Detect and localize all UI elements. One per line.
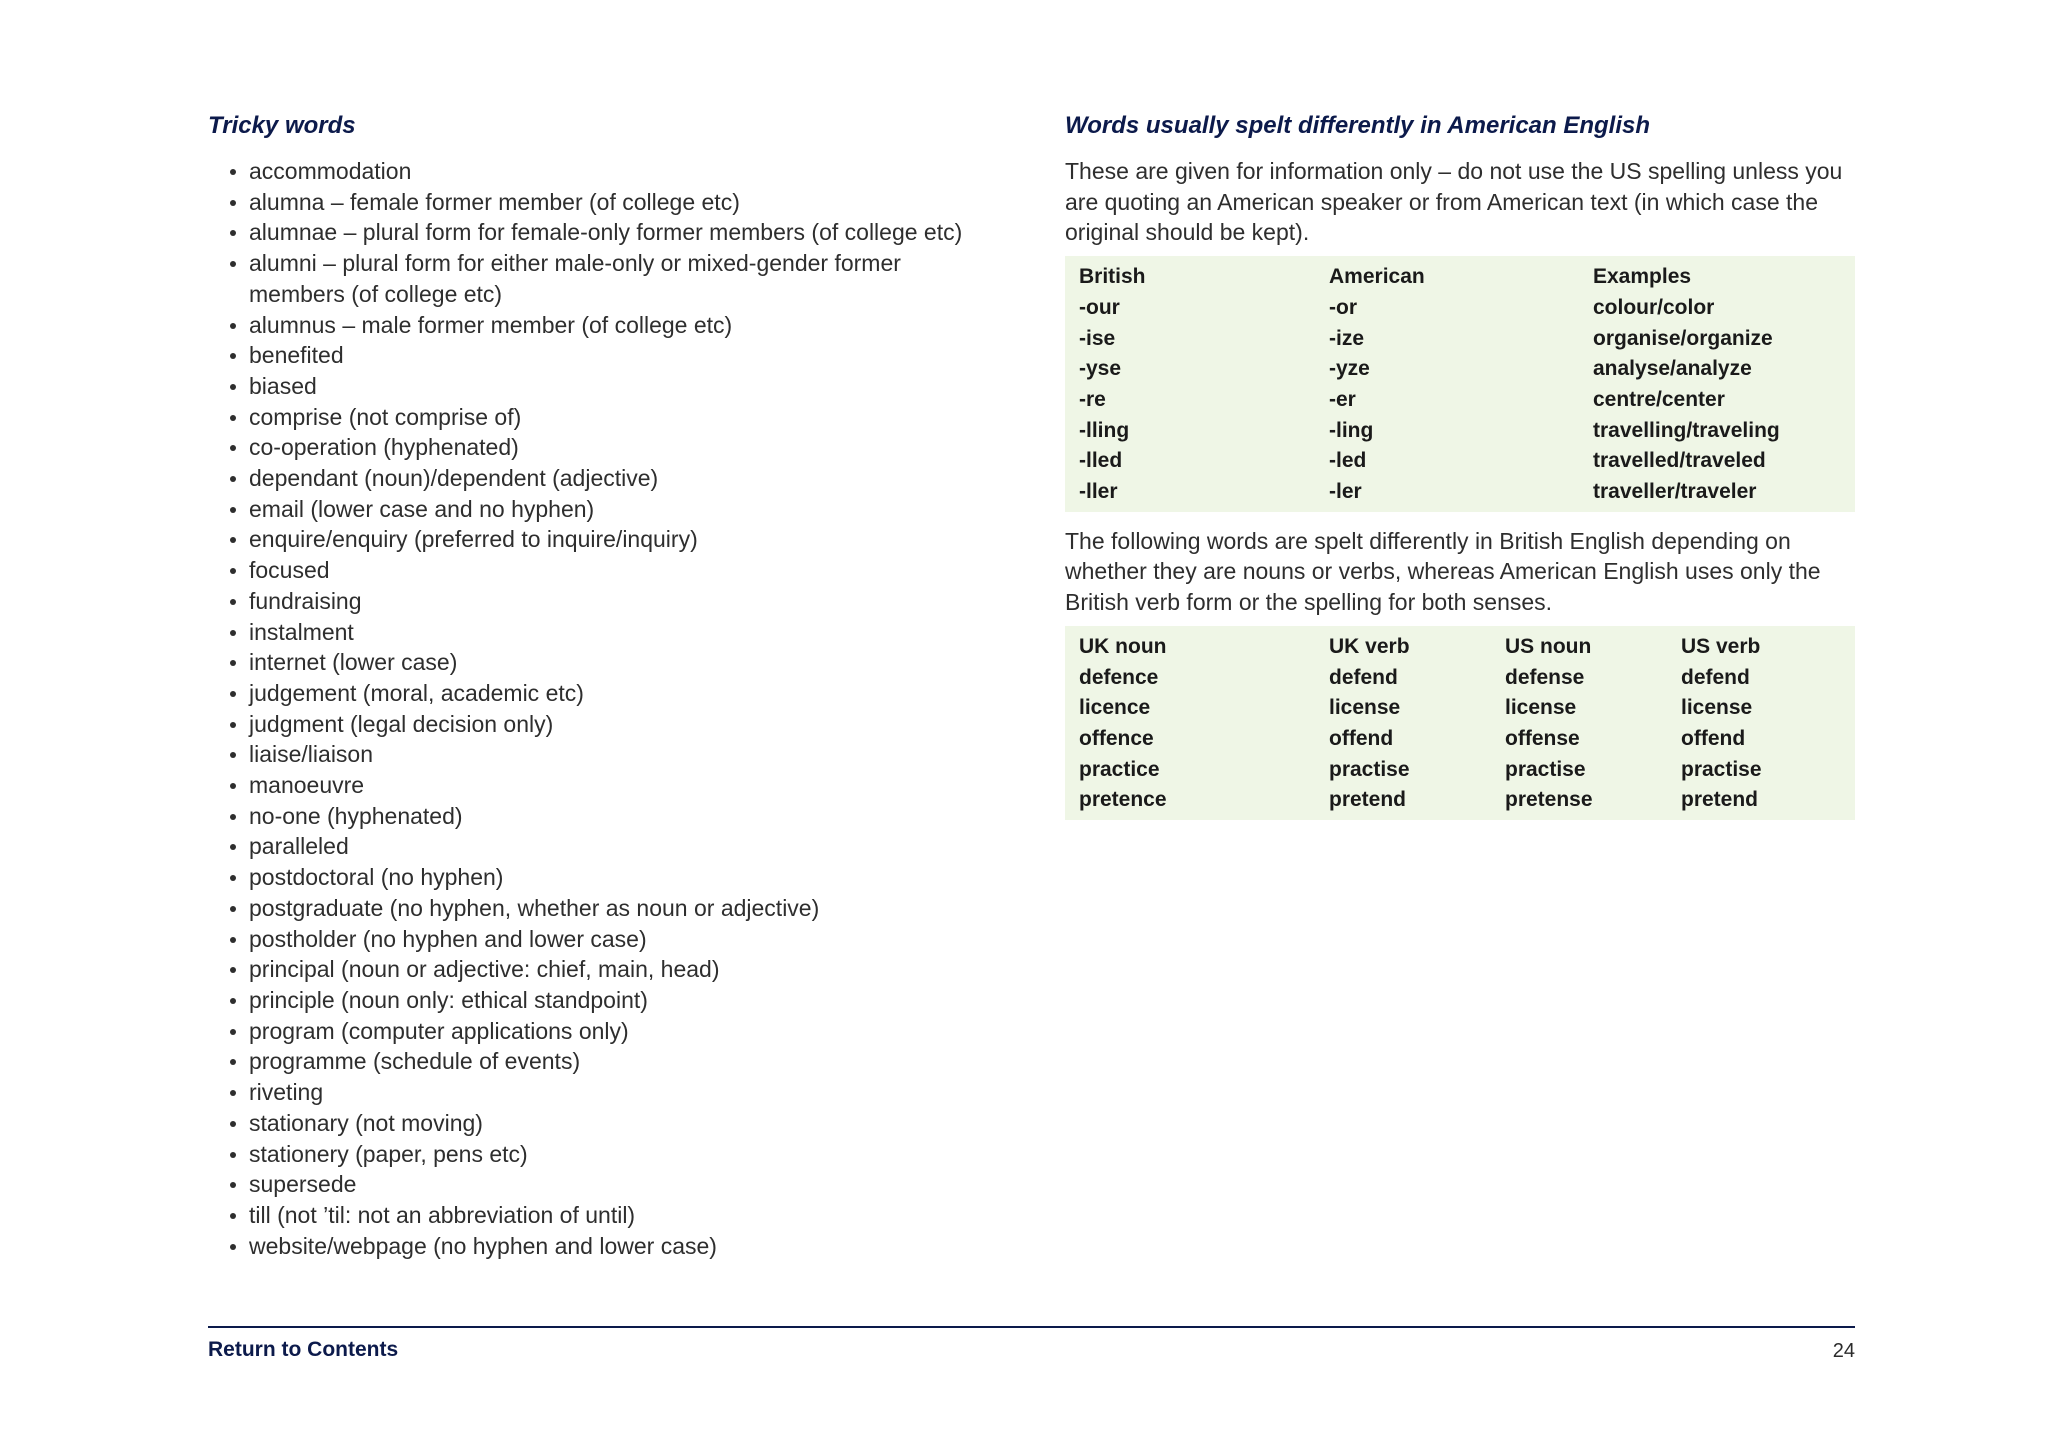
list-item: programme (schedule of events)	[208, 1046, 998, 1077]
list-item: stationary (not moving)	[208, 1108, 998, 1139]
list-item: riveting	[208, 1077, 998, 1108]
table-cell: licence	[1079, 696, 1151, 720]
table-cell: traveller/traveler	[1593, 480, 1757, 504]
list-item: liaise/liaison	[208, 739, 998, 770]
table-cell: analyse/analyze	[1593, 357, 1752, 381]
noun-verb-table-header	[1079, 632, 1841, 663]
table-row	[1079, 385, 1841, 416]
list-item: email (lower case and no hyphen)	[208, 494, 998, 525]
table-cell: organise/organize	[1593, 326, 1773, 350]
table-cell: -ler	[1329, 480, 1362, 504]
list-item: judgment (legal decision only)	[208, 709, 998, 740]
list-item: alumnae – plural form for female-only former members (of college etc)	[208, 217, 998, 248]
list-item: dependant (noun)/dependent (adjective)	[208, 463, 998, 494]
table-cell: -er	[1329, 387, 1356, 411]
table-row	[1079, 416, 1841, 447]
table-cell: offense	[1505, 726, 1580, 750]
col-header: UK verb	[1329, 634, 1410, 658]
list-item: postdoctoral (no hyphen)	[208, 862, 998, 893]
list-item: paralleled	[208, 831, 998, 862]
list-item: instalment	[208, 617, 998, 648]
list-item: no-one (hyphenated)	[208, 801, 998, 832]
table-row	[1079, 477, 1841, 508]
list-item: internet (lower case)	[208, 647, 998, 678]
table-cell: pretence	[1079, 788, 1167, 812]
list-item: till (not ’til: not an abbreviation of until)	[208, 1200, 998, 1231]
col-header: US noun	[1505, 634, 1592, 658]
table-cell: -yze	[1329, 357, 1370, 381]
table-cell: practise	[1505, 757, 1586, 781]
list-item: alumnus – male former member (of college etc)	[208, 310, 998, 341]
table-cell: offend	[1329, 726, 1394, 750]
table-cell: offence	[1079, 726, 1154, 750]
table-cell: defense	[1505, 665, 1585, 689]
tricky-words-list	[208, 156, 998, 1261]
list-item: focused	[208, 555, 998, 586]
list-item: judgement (moral, academic etc)	[208, 678, 998, 709]
table-row	[1079, 354, 1841, 385]
list-item: manoeuvre	[208, 770, 998, 801]
list-item: principal (noun or adjective: chief, main, head)	[208, 954, 998, 985]
american-spelling-heading: Words usually spelt differently in American English	[1065, 112, 1651, 139]
left-column	[208, 110, 998, 1261]
table-row	[1079, 324, 1841, 355]
table-cell: offend	[1681, 726, 1746, 750]
table-cell: license	[1681, 696, 1753, 720]
table-cell: license	[1505, 696, 1577, 720]
list-item: enquire/enquiry (preferred to inquire/inquiry)	[208, 524, 998, 555]
suffix-table	[1065, 256, 1855, 512]
list-item: comprise (not comprise of)	[208, 402, 998, 433]
list-item: website/webpage (no hyphen and lower case)	[208, 1231, 998, 1262]
table-cell: travelled/traveled	[1593, 449, 1766, 473]
table-cell: centre/center	[1593, 387, 1725, 411]
list-item: supersede	[208, 1169, 998, 1200]
footer-divider	[208, 1326, 1855, 1328]
table-cell: -led	[1329, 449, 1367, 473]
table-row	[1079, 446, 1841, 477]
list-item: program (computer applications only)	[208, 1016, 998, 1047]
table-cell: -ling	[1329, 418, 1374, 442]
table-cell: pretend	[1681, 788, 1759, 812]
list-item: fundraising	[208, 586, 998, 617]
table-cell: -ize	[1329, 326, 1365, 350]
table-cell: colour/color	[1593, 295, 1715, 319]
list-item: biased	[208, 371, 998, 402]
table-cell: -ise	[1079, 326, 1116, 350]
table-cell: license	[1329, 696, 1401, 720]
suffix-table-header	[1079, 262, 1841, 293]
list-item: principle (noun only: ethical standpoint)	[208, 985, 998, 1016]
noun-verb-intro: The following words are spelt differently in British English depending on whether they are nouns or verbs, whereas American English uses only the British verb form or the spelling for both senses.	[1065, 527, 1821, 616]
list-item: postgraduate (no hyphen, whether as noun or adjective)	[208, 893, 998, 924]
table-cell: -lling	[1079, 418, 1130, 442]
table-row	[1079, 693, 1841, 724]
table-cell: -re	[1079, 387, 1106, 411]
page-number: 24	[1832, 1340, 1855, 1362]
col-header: British	[1079, 265, 1146, 289]
table-row	[1079, 293, 1841, 324]
table-cell: -lled	[1079, 449, 1123, 473]
list-item: postholder (no hyphen and lower case)	[208, 924, 998, 955]
table-cell: practise	[1329, 757, 1410, 781]
list-item: stationery (paper, pens etc)	[208, 1139, 998, 1170]
table-cell: pretend	[1329, 788, 1407, 812]
table-row	[1079, 755, 1841, 786]
table-cell: defence	[1079, 665, 1159, 689]
table-cell: travelling/traveling	[1593, 418, 1780, 442]
right-column	[1065, 110, 1855, 834]
return-to-contents-link[interactable]: Return to Contents	[208, 1338, 399, 1361]
table-cell: practice	[1079, 757, 1160, 781]
col-header: UK noun	[1079, 634, 1167, 658]
list-item: co-operation (hyphenated)	[208, 432, 998, 463]
table-cell: -our	[1079, 295, 1120, 319]
list-item: alumna – female former member (of college etc)	[208, 187, 998, 218]
col-header: American	[1329, 265, 1425, 289]
table-row	[1079, 724, 1841, 755]
table-cell: -yse	[1079, 357, 1122, 381]
list-item: alumni – plural form for either male-only or mixed-gender former members (of college etc)	[208, 248, 998, 309]
american-spelling-intro: These are given for information only – do not use the US spelling unless you are quoting an American speaker or from American text (in which case the original should be kept).	[1065, 158, 1843, 246]
noun-verb-table	[1065, 626, 1855, 820]
table-cell: defend	[1681, 665, 1750, 689]
table-cell: pretense	[1505, 788, 1593, 812]
col-header: US verb	[1681, 634, 1761, 658]
list-item: benefited	[208, 340, 998, 371]
table-cell: practise	[1681, 757, 1762, 781]
table-cell: -ller	[1079, 480, 1118, 504]
col-header: Examples	[1593, 265, 1692, 289]
table-row	[1079, 663, 1841, 694]
table-row	[1079, 785, 1841, 816]
list-item: accommodation	[208, 156, 998, 187]
tricky-words-heading: Tricky words	[208, 112, 356, 139]
table-cell: defend	[1329, 665, 1398, 689]
table-cell: -or	[1329, 295, 1357, 319]
